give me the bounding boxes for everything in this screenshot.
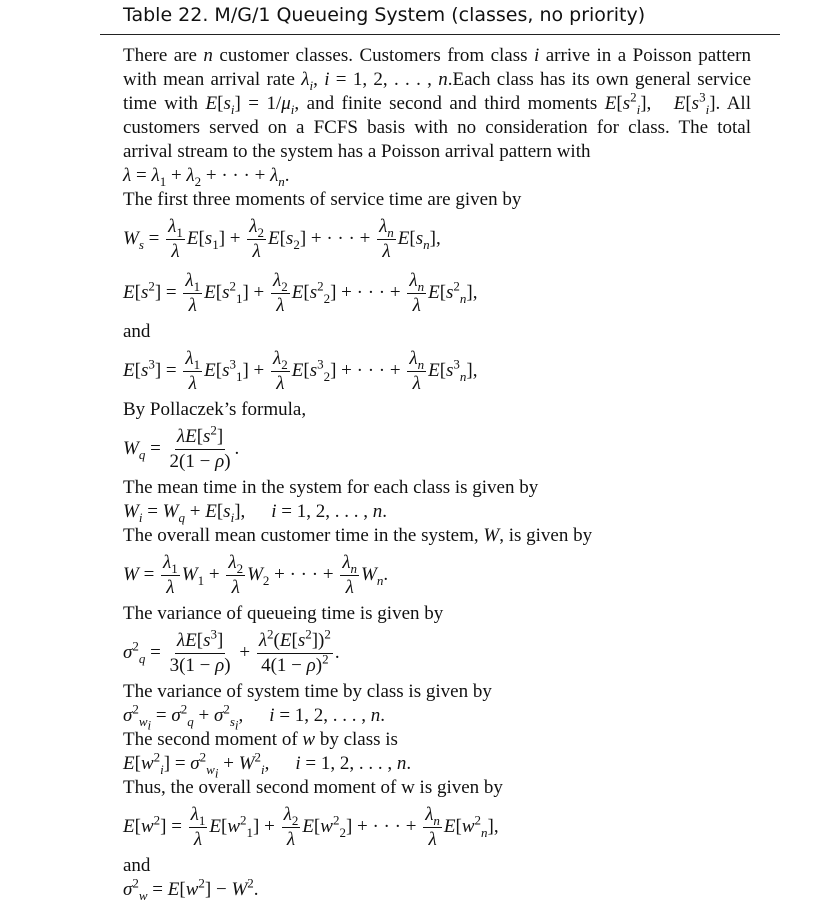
pollaczek-intro: By Pollaczek’s formula, [123, 399, 307, 420]
ws-formula: $W_s$ = $\frac{\lambda_1}{\lambda}$ $E[s_1]$ + $\frac{\lambda_2}{\lambda}$ $E[s_2]$ + · · · + $\frac{\lambda_n}{\lambda}$ $E[s_n]$, [123, 215, 441, 262]
ew2-formula: $E[w^2]$ = $\frac{\lambda_1}{\lambda}$ $E[w^2_1]$ + $\frac{\lambda_2}{\lambda}$ $E[w^2_2]$ + · · · + $\frac{\lambda_n}{\lambda}$ $E[w^2_n]$, [123, 803, 499, 850]
table-caption: Table 22. M/G/1 Queueing System (classes, no priority) [123, 4, 646, 26]
overall-second-intro: Thus, the overall second moment of w is given by [123, 777, 503, 798]
third-moment-formula: $E[s^3]$ = $\frac{\lambda_1}{\lambda}$ $E[s^3_1]$ + $\frac{\lambda_2}{\lambda}$ $E[s^3_2]$ + · · · + $\frac{\lambda_n}{\lambda}$ $E[s^3_n]$, [123, 347, 478, 394]
second-moment-intro: The second moment of w by class is [123, 729, 398, 750]
variance-system-intro: The variance of system time by class is given by [123, 681, 492, 702]
w-formula: W = $\frac{\lambda_1}{\lambda}$ $W_1$ + $\frac{\lambda_2}{\lambda}$ $W_2$ + · · · + $\frac{\lambda_n}{\lambda}$ $W_n$. [123, 551, 389, 598]
intro-paragraph: There are n customer classes. Customers from class i arrive in a Poisson pattern with mean arrival rate $\lambda_i$, i = 1, 2, . . . , n.Each class has its own general service time with $E[s_i] = 1/\mu_i$, and finite second and third moments $E[s^2_i]$, $E[s^3_i]$. All customers served on a FCFS basis with no consideration for class. The total arrival stream to the system has a Poisson arrival pattern with [123, 45, 751, 162]
and-connector-1: and [123, 321, 151, 342]
ewi2-formula: $E[w^2_i] = \sigma^2_{w_i} + W^2_i$, i = 1, 2, . . . , n. [123, 749, 412, 781]
sigma-q-formula: $\sigma^2_q$ = $\frac{\lambda E[s^3]}{3(1 - \rho)}$ + $\frac{\lambda^2(E[s^2])^2}{4(1 - \rho)^2}$ . [123, 626, 340, 676]
second-moment-formula: $E[s^2]$ = $\frac{\lambda_1}{\lambda}$ $E[s^2_1]$ + $\frac{\lambda_2}{\lambda}$ $E[s^2_2]$ + · · · + $\frac{\lambda_n}{\lambda}$ $E[s^2_n]$, [123, 269, 478, 316]
variance-queue-intro: The variance of queueing time is given by [123, 603, 444, 624]
moments-intro: The first three moments of service time are given by [123, 189, 522, 210]
and-connector-2: and [123, 855, 151, 876]
wq-formula: $W_q$ = $\frac{\lambda E[s^2]}{2(1 - \rho)}$ . [123, 422, 240, 472]
caption-rule [100, 34, 780, 35]
overall-mean-intro: The overall mean customer time in the system, W, is given by [123, 525, 593, 546]
sigma-w-formula: $\sigma^2_w = E[w^2] - W^2$. [123, 875, 259, 903]
total-arrival-formula: $\lambda = \lambda_1 + \lambda_2$ + · · · + $\lambda_n$. [123, 165, 290, 189]
document-body [123, 44, 751, 902]
sigma-wi-formula: $\sigma^2_{w_i} = \sigma^2_q + \sigma^2_{s_i}$, i = 1, 2, . . . , n. [123, 701, 386, 733]
mean-time-intro: The mean time in the system for each class is given by [123, 477, 539, 498]
wi-formula: $W_i = W_q + E[s_i]$, i = 1, 2, . . . , n. [123, 501, 388, 525]
